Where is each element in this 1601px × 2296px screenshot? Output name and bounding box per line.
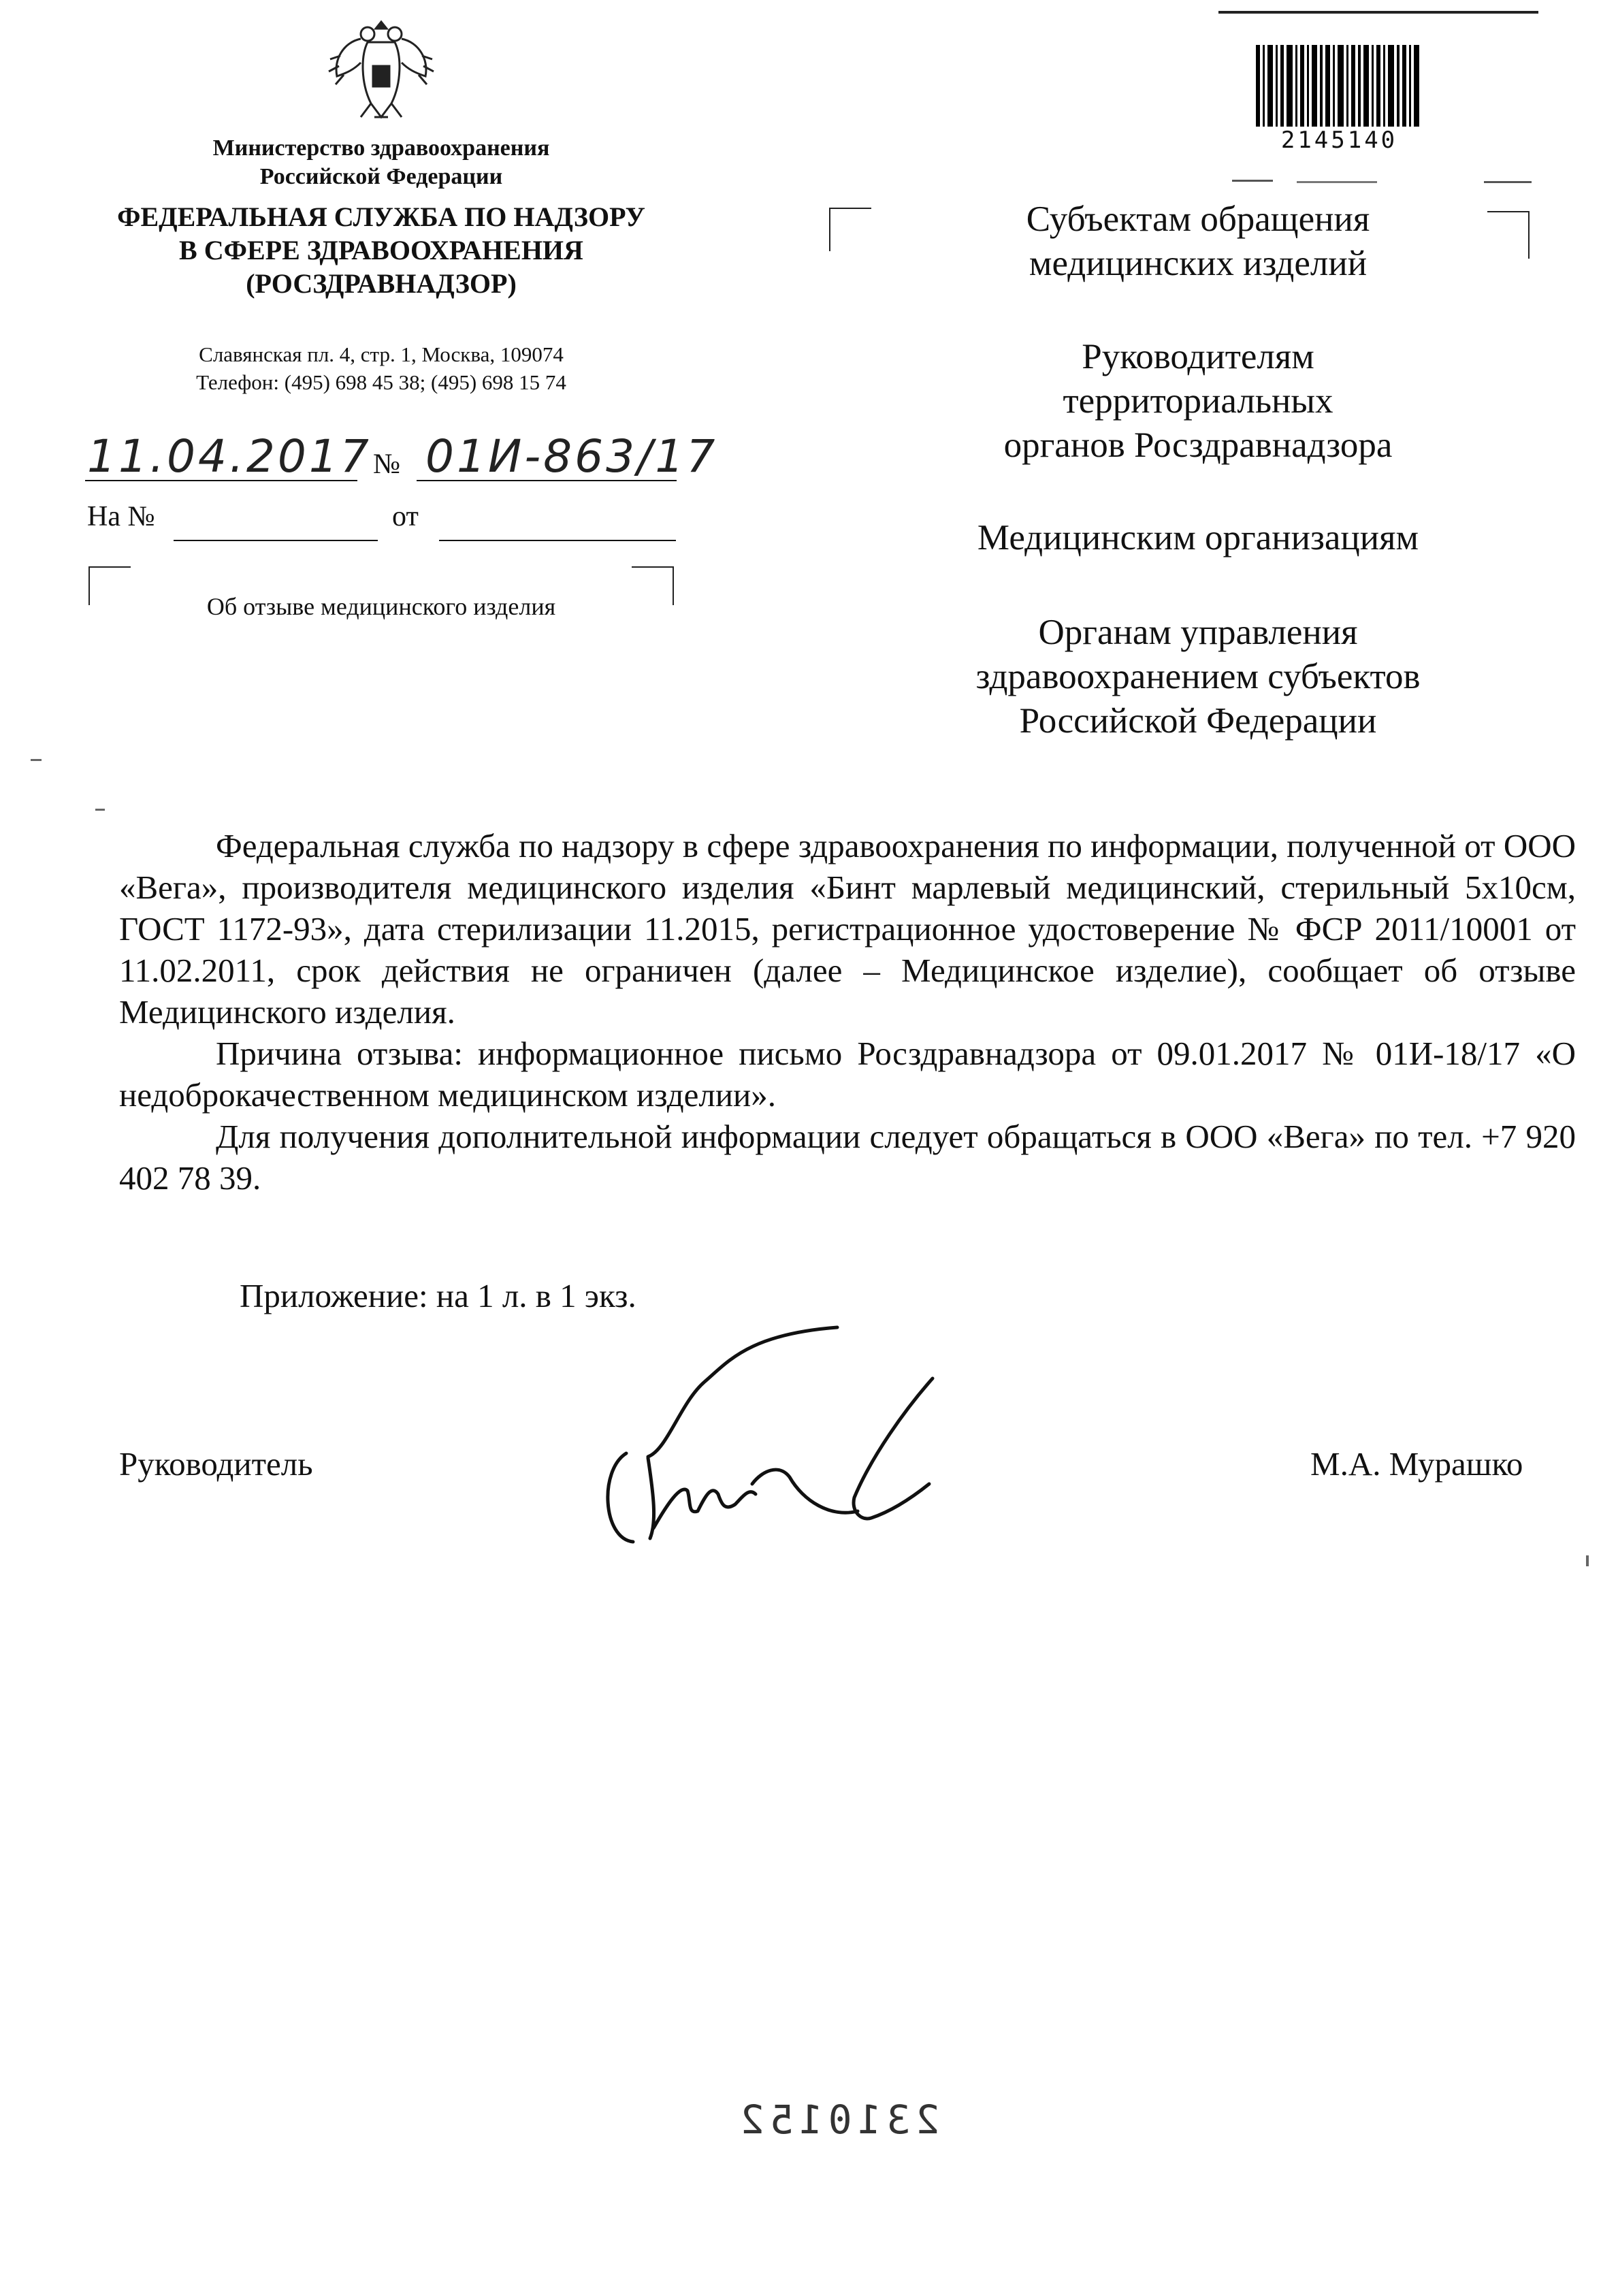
- recipient-2-line-1: Руководителям: [1082, 337, 1314, 376]
- reply-number-line: [174, 540, 378, 541]
- attachment-note: Приложение: на 1 л. в 1 экз.: [240, 1277, 636, 1314]
- body-paragraph-1: Федеральная служба по надзору в сфере здравоохранения по информации, полученной от ООО «Вега», производителя медицинского изделия «Бинт марлевый медицинский, стерильный 5х10см, ГОСТ 1172-93», дата стерилизации 11.2015, регистрационное удостоверение № ФСР 2011/10001 от 11.02.2011, срок действия не ограничен (далее – Медицинское изделие), сообщает об отзыве Медицинского изделия.: [119, 827, 1576, 1031]
- reply-label: На №: [87, 501, 155, 532]
- outgoing-date: 11.04.2017: [87, 430, 372, 483]
- service-line-1: ФЕДЕРАЛЬНАЯ СЛУЖБА ПО НАДЗОРУ: [117, 201, 645, 232]
- scan-speck: [1484, 181, 1532, 183]
- number-sign: №: [373, 449, 401, 480]
- address: Славянская пл. 4, стр. 1, Москва, 109074: [199, 342, 564, 366]
- subject-line: Об отзыве медицинского изделия: [206, 593, 556, 620]
- address-bracket-left: [829, 208, 871, 251]
- ministry-name: [136, 134, 626, 191]
- outgoing-number: 01И-863/17: [425, 430, 718, 483]
- handwritten-signature: [585, 1314, 994, 1559]
- scan-speck: [95, 809, 105, 811]
- recipient-block-4: [892, 611, 1504, 743]
- scan-speck: [31, 759, 42, 761]
- recipient-1-line-2: медицинских изделий: [1029, 244, 1368, 283]
- scan-speck: [1297, 181, 1377, 183]
- body-paragraph-2: Причина отзыва: информационное письмо Росздравнадзора от 09.01.2017 № 01И-18/17 «О недоброкачественном медицинском изделии».: [119, 1035, 1576, 1114]
- barcode: [1256, 45, 1423, 127]
- recipient-2-line-2: территориальных: [1063, 381, 1333, 421]
- recipient-1-line-1: Субъектам обращения: [1026, 199, 1370, 239]
- footer-stamp-mirrored: 2310152: [735, 2097, 940, 2143]
- recipient-4-line-3: Российской Федерации: [1019, 701, 1377, 741]
- recipient-4-line-1: Органам управления: [1038, 613, 1358, 652]
- service-line-2: В СФЕРЕ ЗДРАВООХРАНЕНИЯ: [179, 235, 583, 265]
- recipient-3-line-1: Медицинским организациям: [977, 518, 1419, 557]
- service-name: [54, 200, 708, 300]
- top-dash-line: [1218, 11, 1538, 14]
- ministry-line-2: Российской Федерации: [259, 164, 503, 189]
- scan-speck: [1232, 180, 1273, 182]
- scan-speck: [1586, 1555, 1589, 1566]
- subject-bracket-right: [632, 566, 674, 605]
- signatory-title: Руководитель: [119, 1445, 313, 1483]
- letter-body: [119, 825, 1576, 1199]
- body-paragraph-3: Для получения дополнительной информации следует обращаться в ООО «Вега» по тел. +7 920 402 78 39.: [119, 1118, 1576, 1197]
- ministry-line-1: Министерство здравоохранения: [212, 135, 550, 161]
- barcode-number: 2145140: [1280, 127, 1398, 154]
- service-line-3: (РОСЗДРАВНАДЗОР): [246, 268, 517, 299]
- reply-date-line: [439, 540, 676, 541]
- address-block: [82, 340, 681, 396]
- recipient-block-1: [892, 197, 1504, 286]
- coat-of-arms-emblem: [320, 8, 442, 131]
- recipient-4-line-2: здравоохранением субъектов: [975, 657, 1421, 696]
- recipient-block-3: [892, 516, 1504, 560]
- signatory-name: М.А. Мурашко: [1310, 1445, 1523, 1483]
- phone: Телефон: (495) 698 45 38; (495) 698 15 74: [196, 370, 566, 394]
- subject-bracket-left: [88, 566, 131, 605]
- recipient-block-2: [892, 335, 1504, 468]
- from-label: от: [392, 501, 419, 532]
- recipient-2-line-3: органов Росздравнадзора: [1003, 425, 1393, 465]
